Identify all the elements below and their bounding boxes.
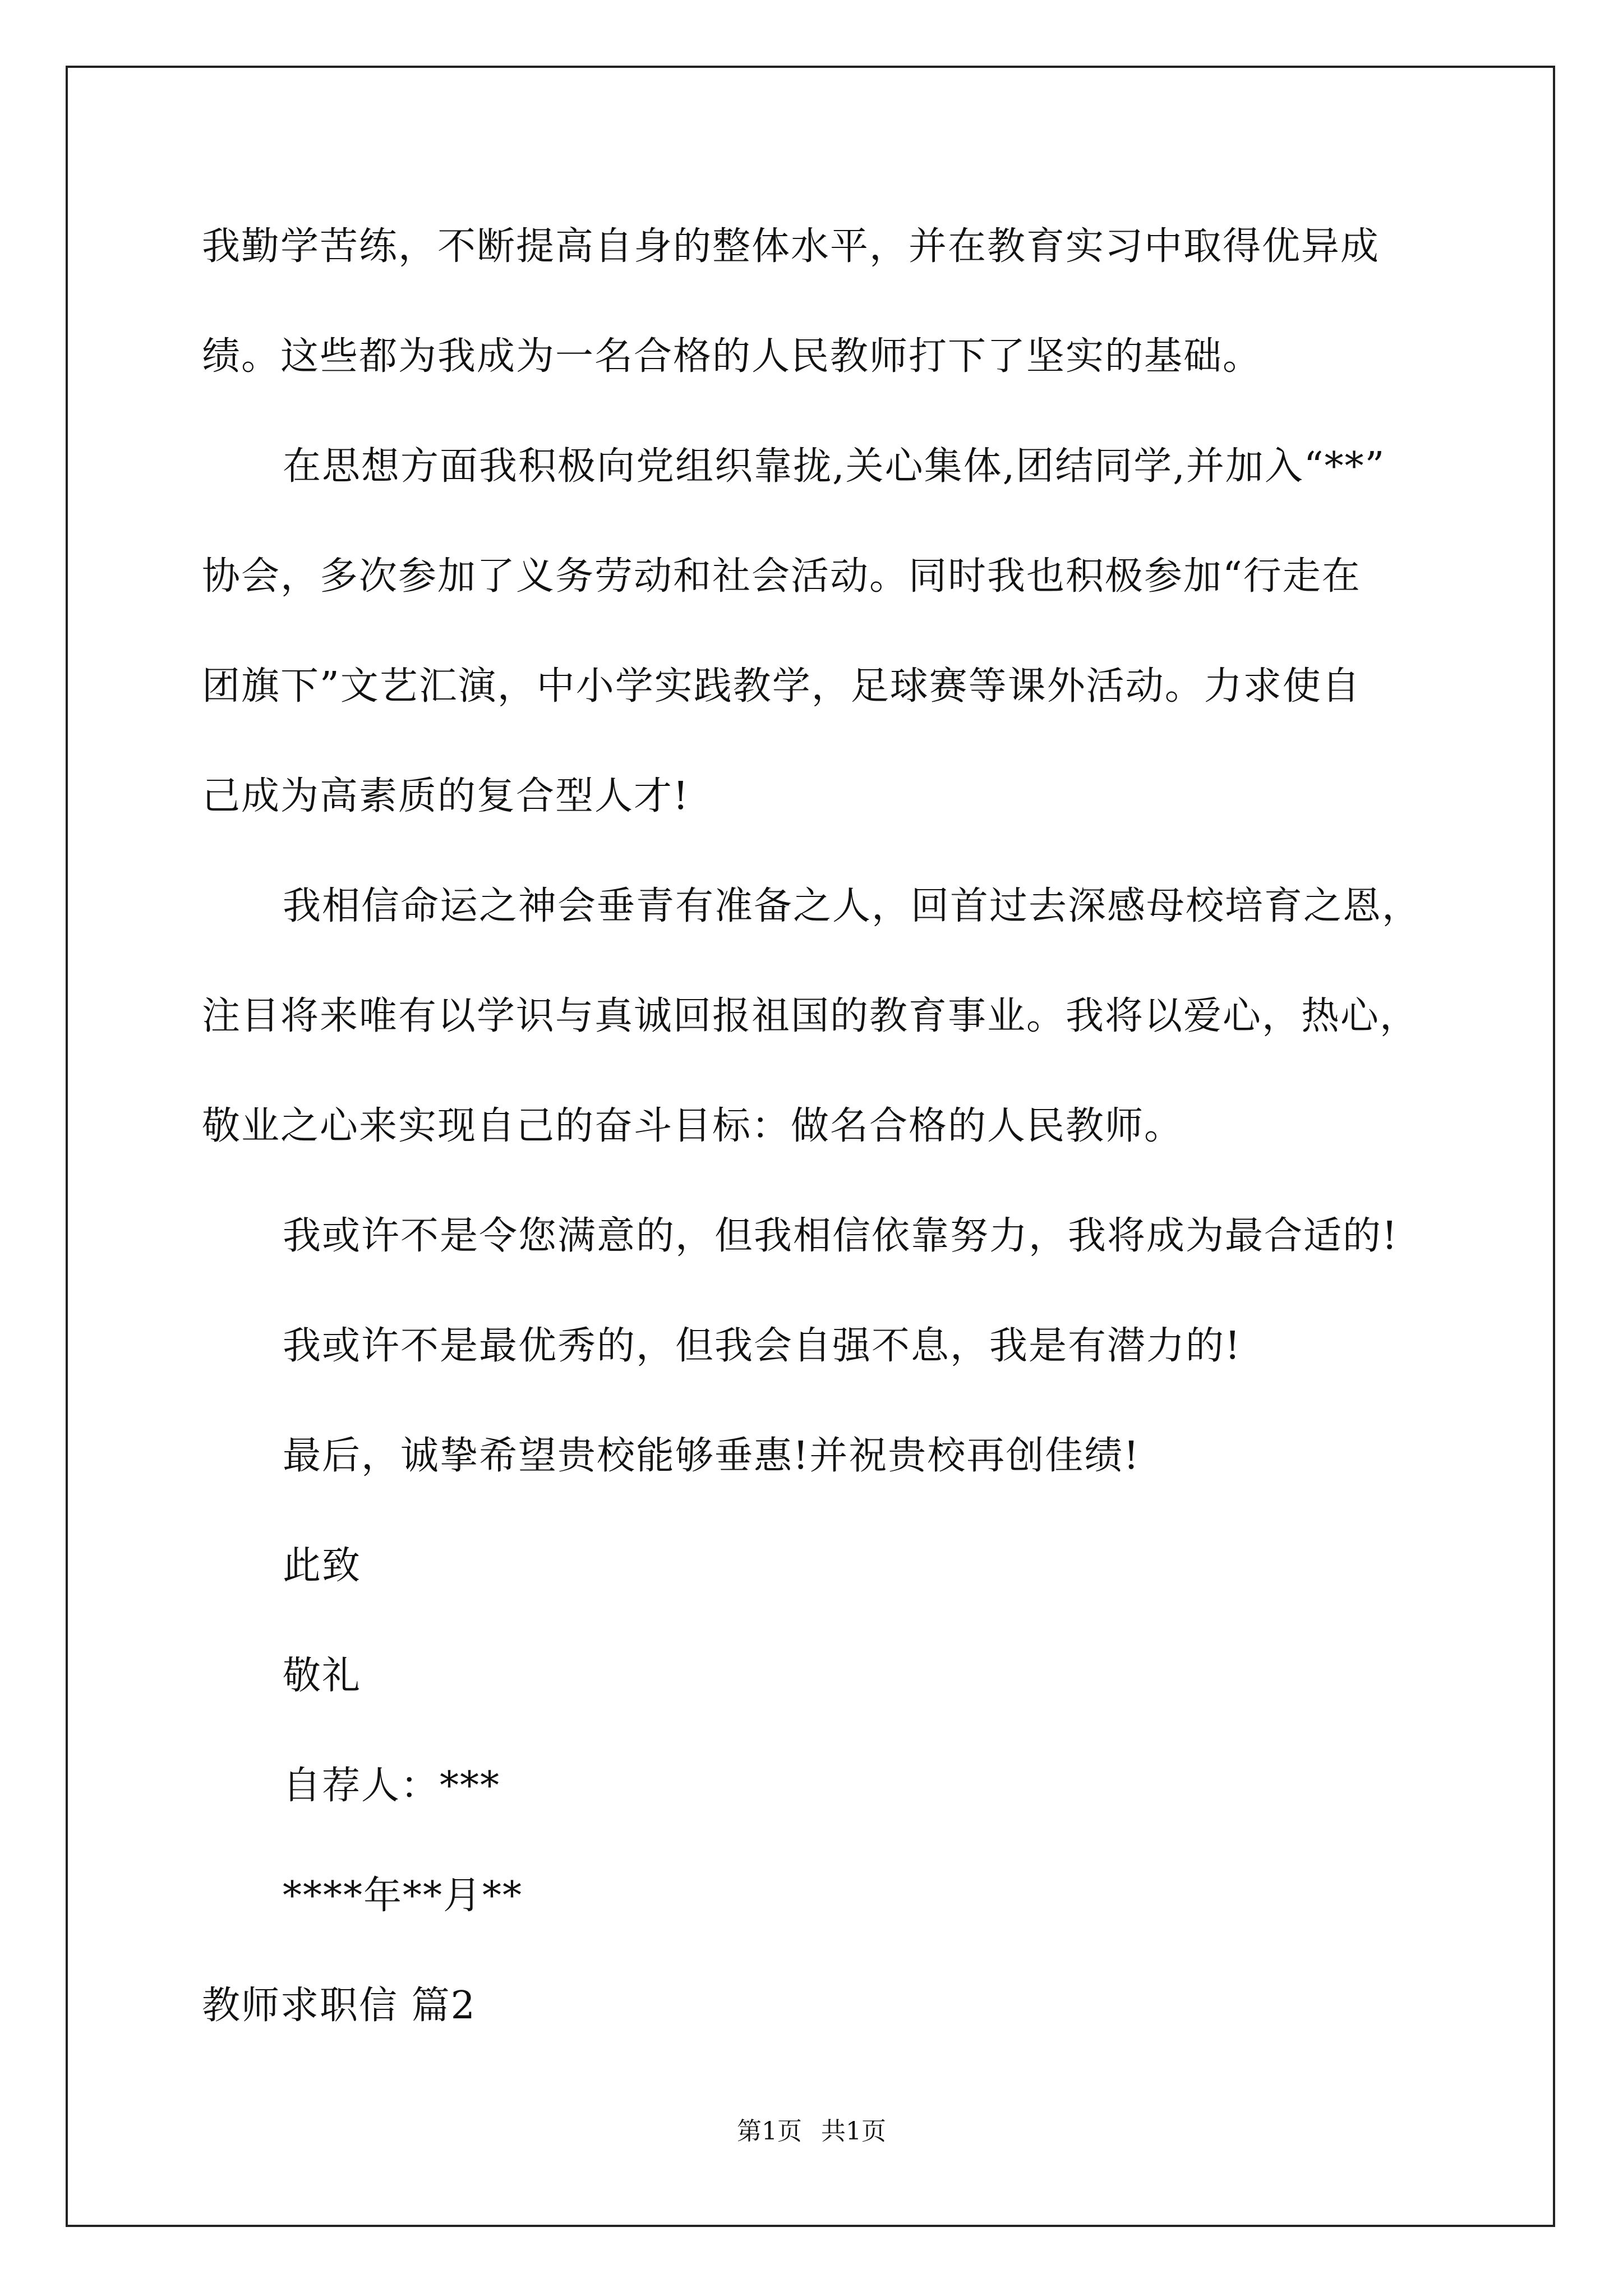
signer-line: 自荐人：*** <box>283 1764 501 1808</box>
text-line: 团旗下”文艺汇演，中小学实践教学，足球赛等课外活动。力求使自 <box>202 664 1361 708</box>
page-number-total: 共1页 <box>821 2117 886 2146</box>
text-line: 我或许不是最优秀的，但我会自强不息，我是有潜力的! <box>283 1324 1242 1368</box>
text-line: 在思想方面我积极向党组织靠拢,关心集体,团结同学,并加入“**” <box>283 444 1386 489</box>
closing-salutation-2: 敬礼 <box>283 1654 362 1698</box>
section-title: 教师求职信 篇2 <box>202 1984 476 2028</box>
page-number-current: 第1页 <box>737 2117 802 2146</box>
text-line: 我相信命运之神会垂青有准备之人，回首过去深感母校培育之恩， <box>283 884 1422 928</box>
paragraph <box>202 1209 1436 1263</box>
paragraph <box>202 440 1436 823</box>
paragraph <box>202 220 1436 384</box>
paragraph <box>202 1319 1436 1373</box>
text-line: 己成为高素质的复合型人才! <box>202 774 690 818</box>
text-line: 敬业之心来实现自己的奋斗目标：做名合格的人民教师。 <box>202 1104 1184 1148</box>
text-line: 我勤学苦练，不断提高自身的整体水平，并在教育实习中取得优异成 <box>202 224 1380 269</box>
text-line: 协会，多次参加了义务劳动和社会活动。同时我也积极参加“行走在 <box>202 554 1361 599</box>
date-line: ****年**月** <box>283 1874 523 1918</box>
paragraph <box>202 1429 1436 1483</box>
document-body <box>202 220 1436 2033</box>
text-line: 绩。这些都为我成为一名合格的人民教师打下了坚实的基础。 <box>202 334 1262 379</box>
paragraph <box>202 880 1436 1153</box>
text-line: 注目将来唯有以学识与真诚回报祖国的教育事业。我将以爱心，热心， <box>202 994 1419 1038</box>
text-line: 最后，诚挚希望贵校能够垂惠!并祝贵校再创佳绩! <box>283 1434 1140 1478</box>
page-footer <box>0 2115 1623 2148</box>
text-line: 我或许不是令您满意的，但我相信依靠努力，我将成为最合适的! <box>283 1214 1399 1258</box>
closing-salutation-1: 此致 <box>283 1544 362 1588</box>
